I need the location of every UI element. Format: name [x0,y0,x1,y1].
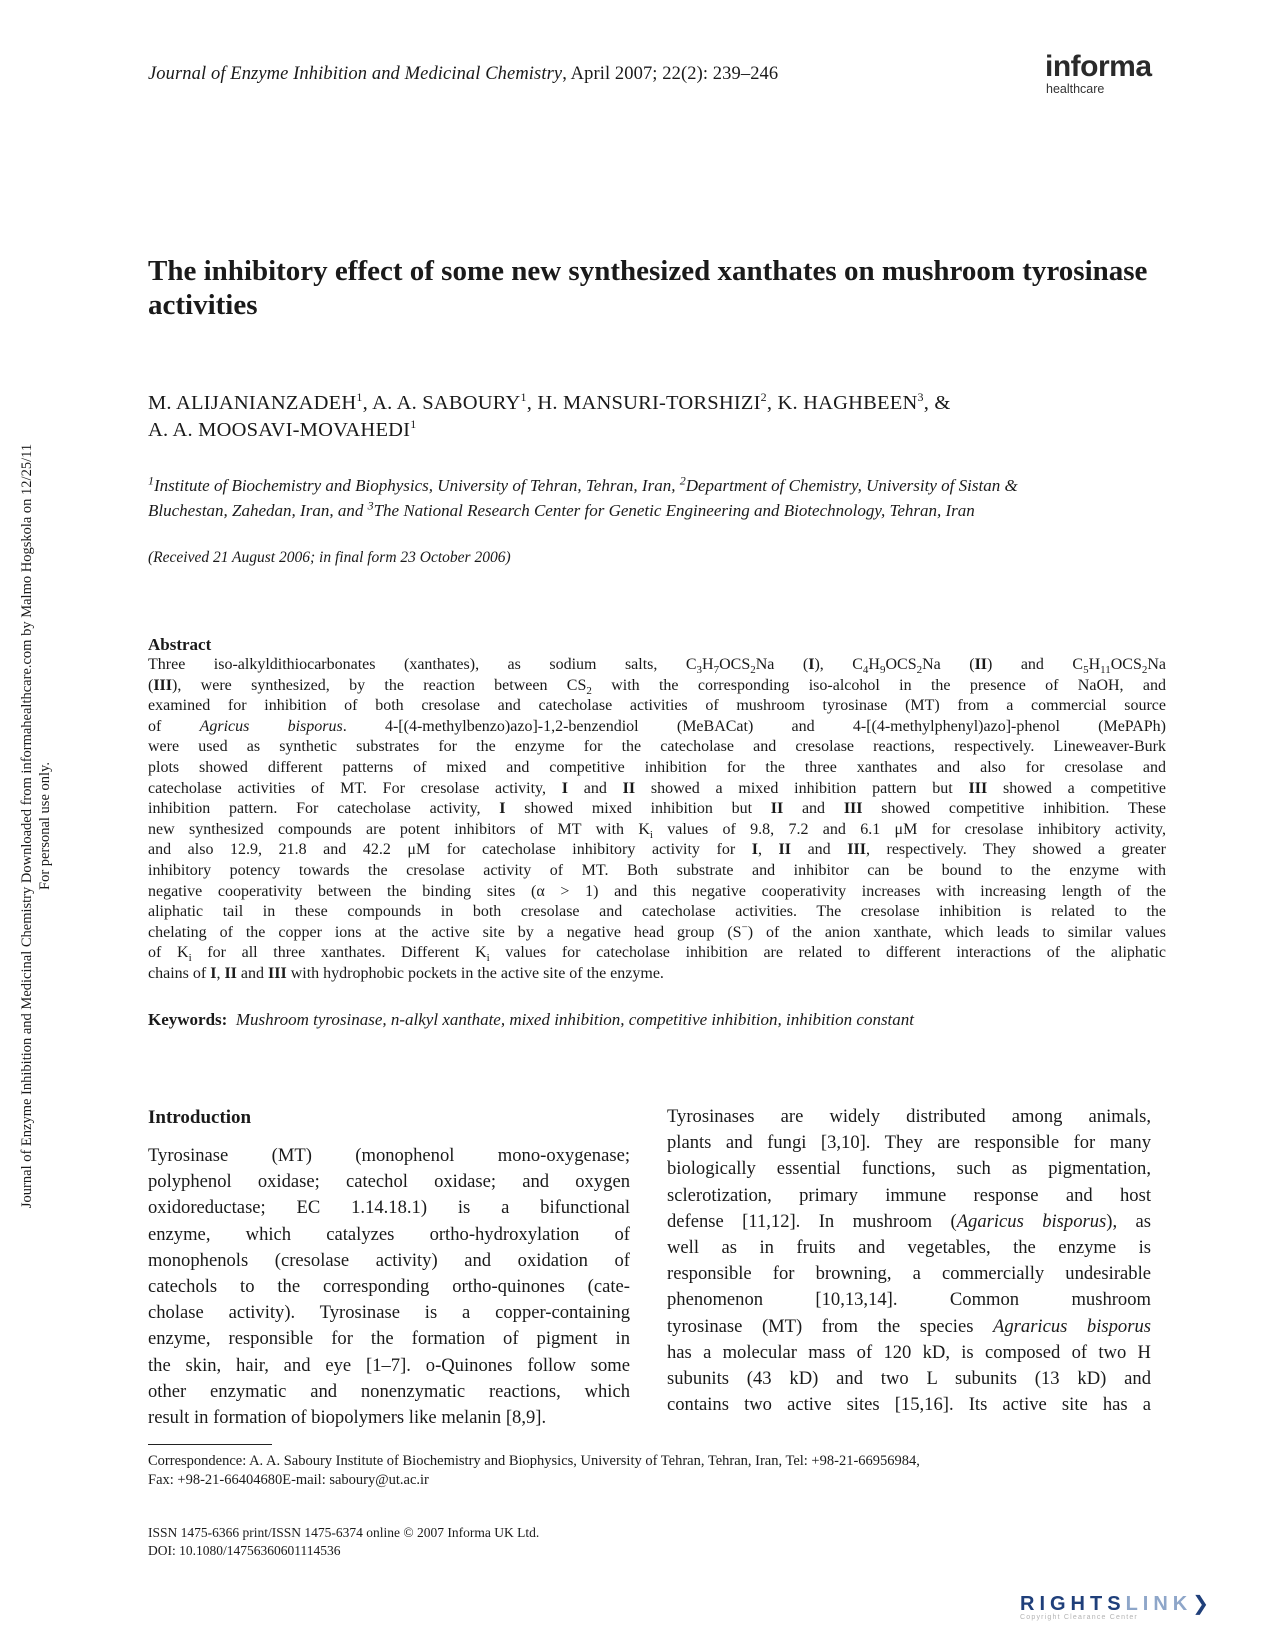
journal-name: Journal of Enzyme Inhibition and Medicinal Chemistry [148,64,563,84]
text-line: the skin, hair, and eye [1–7]. o-Quinones follow some [148,1354,630,1376]
rightslink-logo: RIGHTSLINK❯ Copyright Clearance Center [1020,1591,1260,1631]
watermark-line-2: For personal use only. [37,762,53,890]
introduction-heading: Introduction [148,1107,252,1128]
text-line: enzyme, which catalyzes ortho-hydroxylation of [148,1223,630,1245]
correspondence-line: Correspondence: A. A. Saboury Institute of Biochemistry and Biophysics, University of Tehran, Tehran, Iran, Tel: +98-21-66956984, [148,1453,920,1469]
issn: ISSN 1475-6366 print/ISSN 1475-6374 online © 2007 Informa UK Ltd. [148,1525,540,1540]
body-column-right: Tyrosinases are widely distributed among animals, plants and fungi [3,10]. They are responsible for many biologically essential functions, such as pigmentation, sclerotization, primary immune response and host defense [11,12]. In mushroom (Agaricus bisporus), as well as in fruits and vegetables, the enzyme is responsible for browning, a commercially undesirable phenomenon [10,13,14]. Common mushroom tyrosinase (MT) from the species Agraricus bisporus has a molecular mass of 120 kD, is composed of two H subunits (43 kD) and two L subunits (13 kD) and contains two active sites [15,16]. Its active site has a [667,1106,1151,1416]
author-name: A. A. MOOSAVI-MOVAHEDI [148,419,411,441]
footnote-rule [148,1444,272,1445]
text-line: catechols to the corresponding ortho-quinones (cate- [148,1276,630,1298]
received-dates: (Received 21 August 2006; in final form 23 October 2006) [148,549,511,566]
text-line: polyphenol oxidase; catechol oxidase; and oxygen [148,1171,630,1193]
text-line: oxidoreductase; EC 1.14.18.1) is a bifunctional [148,1197,630,1219]
affiliations: $^1$Institute of Biochemistry and Biophysics, University of Tehran, Tehran, Iran, $^2$Department of Chemistry, University of Sistan & Bluchestan, Zahedan, Iran, and $^3$The National Research Center for Genetic Engineering and Biotechnology, Tehran, Iran [148,473,1018,520]
author-name: K. HAGHBEEN [777,392,918,414]
author-list: M. ALIJANIANZADEH$^1$, A. A. SABOURY$^1$, H. MANSURI-TORSHIZI$^2$, K. HAGHBEEN$^3$, & A. A. MOOSAVI-MOVAHEDI$^1$ [148,390,951,441]
journal-citation [148,64,778,85]
correspondence [148,1452,1158,1490]
text-line: cholase activity). Tyrosinase is a copper-containing [148,1302,630,1324]
text-line: result in formation of biopolymers like melanin [8,9]. [148,1407,547,1429]
doi: DOI: 10.1080/14756360601114536 [148,1543,341,1558]
body-column-left [148,1143,630,1431]
text-line: other enzymatic and nonenzymatic reactions, which [148,1380,630,1402]
keywords-text: Mushroom tyrosinase, n-alkyl xanthate, mixed inhibition, competitive inhibition, inhibition constant [235,1010,915,1029]
text-line: monophenols (cresolase activity) and oxidation of [148,1249,630,1271]
text-line: Tyrosinase (MT) (monophenol mono-oxygenase; [148,1145,630,1166]
keywords [148,1010,914,1030]
author-name: H. MANSURI-TORSHIZI [537,392,761,414]
affiliation: Bluchestan, Zahedan, Iran, and [148,501,364,520]
logo-sub: healthcare [1046,82,1105,96]
abstract-heading: Abstract [148,635,212,654]
download-watermark [18,392,53,1292]
rightslink-sub: Copyright Clearance Center [1020,1614,1138,1621]
publisher-logo [1045,52,1165,96]
keywords-label: Keywords: [148,1010,228,1029]
correspondence-line: Fax: +98-21-66404680E-mail: saboury@ut.ac.ir [148,1472,429,1488]
article-title: The inhibitory effect of some new synthesized xanthates on mushroom tyrosinase activities [148,255,1148,321]
affiliation: Department of Chemistry, University of Sistan & [685,476,1018,495]
author-name: A. A. SABOURY [372,392,521,414]
chevron-icon: ❯ [1192,1593,1214,1615]
author-name: M. ALIJANIANZADEH [148,392,357,414]
logo-main: informa [1045,50,1152,83]
affiliation: Institute of Biochemistry and Biophysics, University of Tehran, Tehran, Iran, [154,476,676,495]
journal-issue: , April 2007; 22(2): 239–246 [562,64,779,84]
abstract-text: Three iso-alkyldithiocarbonates (xanthates), as sodium salts, $C_3H_7OCS_2Na$ (I), $C_4H_9OCS_2Na$ (II) and $C_5H_{11}OCS_2Na$ (III), were synthesized, by the reaction between $CS_2$ with the corresponding iso-alcohol in the presence of NaOH, and examined for inhibition of both cresolase and catecholase activities of mushroom tyrosinase (MT) from a commercial source of Agricus bisporus. 4-[(4-methylbenzo)azo]-1,2-benzendiol (MeBACat) and 4-[(4-methylphenyl)azo]-phenol (MePAPh) were used as synthetic substrates for the enzyme for the catecholase and cresolase reactions, respectively. Lineweaver-Burk plots showed different patterns of mixed and competitive inhibition for the three xanthates and also for cresolase and catecholase activities of MT. For cresolase activity, I and II showed a mixed inhibition pattern but III showed a competitive inhibition pattern. For catecholase activity, I showed mixed inhibition but II and III showed competitive inhibition. These new synthesized compounds are potent inhibitors of MT with $K_i$ values of 9.8, 7.2 and 6.1 μM for cresolase inhibitory activity, and also 12.9, 21.8 and 42.2 μM for catecholase inhibitory activity for I, II and III, respectively. They showed a greater inhibitory potency towards the cresolase activity of MT. Both substrate and inhibitor can be bound to the enzyme with negative cooperativity between the binding sites (α > 1) and this negative cooperativity increases with increasing length of the aliphatic tail in these compounds in both cresolase and catecholase activities. The cresolase inhibition is related to the chelating of the copper ions at the active site by a negative head group (S−) of the anion xanthate, which leads to similar values of $K_i$ for all three xanthates. Different $K_i$ values for catecholase inhibition are related to different interactions of the aliphatic chains of I, II and III with hydrophobic pockets in the active site of the enzyme. [148,656,1167,982]
issn-block [148,1524,539,1560]
watermark-line-1: Journal of Enzyme Inhibition and Medicinal Chemistry Downloaded from informahealthcare.com by Malmo Hogskola on 12/25/11 [19,443,35,1209]
text-line: enzyme, responsible for the formation of pigment in [148,1328,630,1350]
affiliation: The National Research Center for Genetic Engineering and Biotechnology, Tehran, Iran [373,501,975,520]
